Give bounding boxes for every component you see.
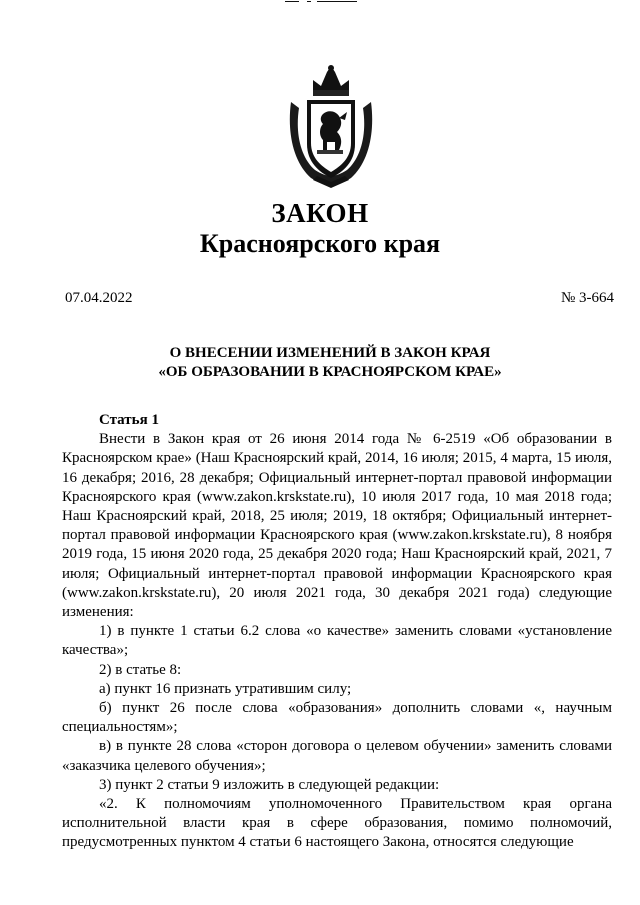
law-title: ЗАКОН	[271, 198, 369, 228]
law-date: 07.04.2022	[65, 290, 133, 306]
document-body	[62, 411, 612, 853]
document-heading-line-1: О ВНЕСЕНИИ ИЗМЕНЕНИЙ В ЗАКОН КРАЯ	[169, 345, 491, 361]
law-number: № 3-664	[560, 290, 614, 306]
document-heading-line-2: «ОБ ОБРАЗОВАНИИ В КРАСНОЯРСКОМ КРАЕ»	[158, 364, 502, 380]
paragraph-item-2: 2) в статье 8:	[99, 661, 182, 678]
page-top-marks	[285, 0, 365, 4]
article-heading: Статья 1	[99, 412, 159, 428]
paragraph-item-1: 1) в пункте 1 статьи 6.2 слова «о качестве» заменить словами «установление качества»;	[62, 623, 612, 659]
paragraph-item-2b: б) пункт 26 после слова «образования» дополнить словами «, научным специальностям»;	[62, 700, 612, 736]
top-mark-2	[307, 1, 311, 2]
paragraph-quoted-text: «2. К полномочиям уполномоченного Правительством края органа исполнительной власти края в сфере образования, помимо полномочий, предусмотренных пунктом 4 статьи 6 настоящего Закона, относятся следующие	[62, 796, 612, 851]
top-mark-3	[317, 1, 357, 2]
paragraph-intro: Внести в Закон края от 26 июня 2014 года № 6-2519 «Об образовании в Красноярском крае» (Наш Красноярский край, 2014, 16 июля; 2015, 4 марта, 15 июля, 16 декабря; 2016, 28 декабря; Официальный интернет-портал правовой информации Красноярского края (www.zakon.krskstate.ru), 10 июля 2017 года, 10 мая 2018 года; Наш Красноярский край, 2018, 25 июля; 2019, 18 октября; Официальный интернет-портал правовой информации Красноярского края (www.zakon.krskstate.ru), 8 ноября 2019 года, 15 июня 2020 года, 25 декабря 2020 года; Наш Красноярский край, 2021, 7 июля; Официальный интернет-портал правовой информации Красноярского края (www.zakon.krskstate.ru), 20 июля 2021 года, 30 декабря 2021 года) следующие изменения:	[62, 431, 612, 621]
top-mark-1	[285, 1, 299, 2]
coat-of-arms-emblem	[283, 62, 379, 190]
paragraph-item-2c: в) в пункте 28 слова «сторон договора о целевом обучении» заменить словами «заказчика целевого обучения»;	[62, 738, 612, 774]
region-name: Красноярского края	[199, 229, 441, 258]
paragraph-item-3: 3) пункт 2 статьи 9 изложить в следующей редакции:	[99, 776, 440, 793]
paragraph-item-2a: а) пункт 16 признать утратившим силу;	[99, 680, 352, 697]
